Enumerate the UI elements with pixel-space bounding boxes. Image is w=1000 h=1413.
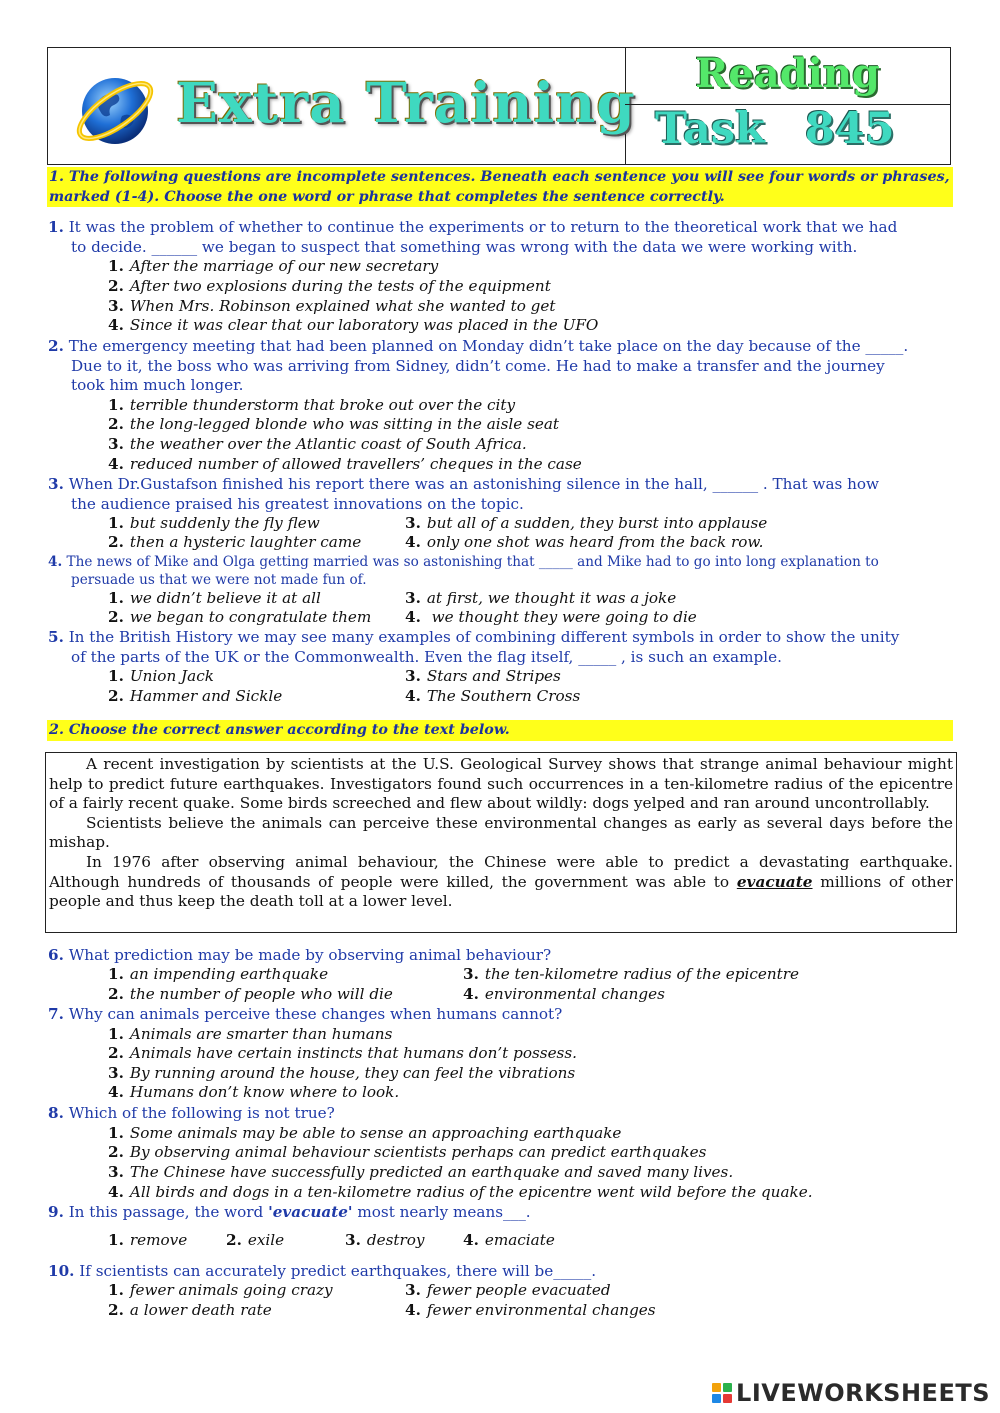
option-q10-2[interactable]	[108, 1301, 272, 1321]
option-q3-3[interactable]	[405, 514, 767, 534]
brand-name: LIVEWORKSHEETS	[736, 1379, 990, 1407]
option-q9-3[interactable]	[345, 1231, 424, 1251]
keyword-evacuate: 'evacuate'	[268, 1203, 353, 1221]
option-number: 2.	[108, 533, 124, 551]
option-q2-1[interactable]	[108, 396, 515, 416]
option-q7-3[interactable]	[108, 1064, 575, 1084]
option-number: 3.	[405, 1281, 421, 1299]
option-number: 4.	[463, 985, 479, 1003]
question-number: 9.	[48, 1203, 64, 1221]
logo-block	[723, 1394, 732, 1403]
option-q10-3[interactable]	[405, 1281, 611, 1301]
passage-paragraph-1: A recent investigation by scientists at the U.S. Geological Survey shows that strange animal behaviour might help to predict future earthquakes. Investigators found such occurrences in a ten-kilometre radius of the epicentre of a fairly recent quake. Some birds screeched and flew about wildly: dogs yelped and ran around uncontrollably.	[49, 755, 953, 813]
question-5	[48, 628, 952, 667]
option-q4-1[interactable]	[108, 589, 321, 609]
globe-icon	[70, 64, 160, 154]
option-text: After the marriage of our new secretary	[129, 257, 439, 275]
option-text: terrible thunderstorm that broke out over the city	[129, 396, 516, 414]
question-text: What prediction may be made by observing animal behaviour?	[68, 946, 552, 964]
option-q3-4[interactable]	[405, 533, 763, 553]
question-number: 6.	[48, 946, 64, 964]
option-number: 4.	[108, 455, 124, 473]
section2-instruction: 2. Choose the correct answer according to the text below.	[47, 720, 953, 741]
option-text: environmental changes	[484, 985, 665, 1003]
option-number: 1.	[108, 1281, 124, 1299]
option-number: 3.	[108, 1064, 124, 1082]
logo-text-training: Training	[365, 70, 636, 135]
option-number: 3.	[108, 435, 124, 453]
option-q9-1[interactable]	[108, 1231, 187, 1251]
keyword-evacuate: evacuate	[736, 872, 813, 891]
option-text: we didn’t believe it at all	[129, 589, 321, 607]
option-q4-3[interactable]	[405, 589, 676, 609]
question-6	[48, 946, 952, 966]
option-q6-3[interactable]	[463, 965, 799, 985]
option-number: 3.	[108, 297, 124, 315]
question-9	[48, 1203, 952, 1223]
task-label	[655, 104, 950, 154]
question-2	[48, 337, 952, 396]
option-number: 2.	[108, 1143, 124, 1161]
option-q2-2[interactable]	[108, 415, 559, 435]
logo-block	[712, 1394, 721, 1403]
option-q10-1[interactable]	[108, 1281, 333, 1301]
question-4	[48, 553, 952, 589]
question-number: 10.	[48, 1262, 75, 1280]
option-text: After two explosions during the tests of the equipment	[129, 277, 551, 295]
option-q1-4[interactable]	[108, 316, 598, 336]
option-text: reduced number of allowed travellers’ cheques in the case	[129, 455, 582, 473]
question-number: 5.	[48, 628, 64, 646]
question-text: When Dr.Gustafson finished his report there was an astonishing silence in the hall, ______ . That was how	[68, 475, 880, 493]
question-text: took him much longer.	[71, 376, 244, 395]
option-q9-2[interactable]	[226, 1231, 284, 1251]
liveworksheets-logo	[712, 1379, 990, 1407]
option-number: 2.	[108, 687, 124, 705]
option-number: 2.	[108, 985, 124, 1003]
option-text: Some animals may be able to sense an approaching earthquake	[129, 1124, 622, 1142]
liveworksheets-icon	[712, 1383, 732, 1403]
option-q7-2[interactable]	[108, 1044, 577, 1064]
option-number: 3.	[463, 965, 479, 983]
option-text: only one shot was heard from the back row.	[426, 533, 764, 551]
option-number: 1.	[108, 514, 124, 532]
option-text: Stars and Stripes	[426, 667, 561, 685]
option-text: emaciate	[484, 1231, 555, 1249]
question-text: The emergency meeting that had been planned on Monday didn’t take place on the day because of the _____.	[68, 337, 909, 355]
question-number: 3.	[48, 475, 64, 493]
question-number: 7.	[48, 1005, 64, 1023]
option-q1-1[interactable]	[108, 257, 438, 277]
question-text: most nearly means___.	[352, 1203, 531, 1221]
option-text: a lower death rate	[129, 1301, 272, 1319]
logo-text-extra: Extra	[176, 70, 366, 135]
question-text: to decide. ______ we began to suspect that something was wrong with the data we were working with.	[71, 237, 858, 256]
option-text: we thought they were going to die	[426, 608, 697, 626]
option-number: 3.	[405, 589, 421, 607]
option-text: Animals are smarter than humans	[129, 1025, 393, 1043]
question-text: In this passage, the word	[68, 1203, 269, 1221]
task-number: 845	[804, 104, 895, 154]
logo-block	[723, 1383, 732, 1392]
option-text: fewer animals going crazy	[129, 1281, 333, 1299]
option-number: 3.	[108, 1163, 124, 1181]
reading-passage	[45, 752, 957, 933]
option-q5-1[interactable]	[108, 667, 214, 687]
question-text: Which of the following is not true?	[68, 1104, 335, 1122]
section1-instruction: 1. The following questions are incomplete sentences. Beneath each sentence you will see four words or phrases, marked (1-4). Choose the one word or phrase that completes the sentence correctly.	[47, 167, 953, 207]
option-q8-1[interactable]	[108, 1124, 621, 1144]
option-q10-4[interactable]	[405, 1301, 656, 1321]
option-q5-3[interactable]	[405, 667, 561, 687]
option-q7-1[interactable]	[108, 1025, 392, 1045]
option-number: 4.	[405, 687, 421, 705]
option-text: the number of people who will die	[129, 985, 393, 1003]
option-q1-3[interactable]	[108, 297, 555, 317]
option-text: When Mrs. Robinson explained what she wanted to get	[129, 297, 556, 315]
option-number: 3.	[345, 1231, 361, 1249]
option-text: but all of a sudden, they burst into applause	[426, 514, 768, 532]
question-text: In the British History we may see many examples of combining different symbols in order to show the unity	[68, 628, 900, 646]
option-text: an impending earthquake	[129, 965, 329, 983]
option-q4-4[interactable]	[405, 608, 697, 628]
option-number: 1.	[108, 1231, 124, 1249]
question-text: of the parts of the UK or the Commonwealth. Even the flag itself, _____ , is such an example.	[71, 647, 782, 666]
option-text: The Chinese have successfully predicted an earthquake and saved many lives.	[129, 1163, 734, 1181]
option-number: 1.	[108, 257, 124, 275]
option-number: 1.	[108, 1025, 124, 1043]
question-text: It was the problem of whether to continue the experiments or to return to the theoretical work that we had	[68, 218, 898, 236]
option-number: 4.	[405, 533, 421, 551]
logo-area	[48, 48, 636, 164]
question-number: 2.	[48, 337, 64, 355]
option-q5-4[interactable]	[405, 687, 580, 707]
question-8	[48, 1104, 952, 1124]
option-text: Animals have certain instincts that humans don’t possess.	[129, 1044, 577, 1062]
option-number: 4.	[405, 608, 421, 626]
question-text: If scientists can accurately predict earthquakes, there will be_____.	[79, 1262, 597, 1280]
passage-text: millions of other people and thus keep the death toll at a lower level.	[49, 872, 953, 911]
option-q2-3[interactable]	[108, 435, 527, 455]
option-text: All birds and dogs in a ten-kilometre radius of the epicentre went wild before the quake.	[129, 1183, 813, 1201]
option-text: Hammer and Sickle	[129, 687, 283, 705]
passage-paragraph-3	[49, 853, 953, 912]
option-number: 4.	[463, 1231, 479, 1249]
question-number: 4.	[48, 554, 63, 570]
question-7	[48, 1005, 952, 1025]
option-number: 1.	[108, 396, 124, 414]
option-number: 1.	[108, 589, 124, 607]
option-q8-2[interactable]	[108, 1143, 706, 1163]
option-number: 2.	[108, 415, 124, 433]
option-q6-1[interactable]	[108, 965, 328, 985]
option-number: 4.	[108, 1183, 124, 1201]
question-text: Why can animals perceive these changes when humans cannot?	[68, 1005, 563, 1023]
option-number: 4.	[405, 1301, 421, 1319]
option-number: 3.	[405, 514, 421, 532]
header-box	[47, 47, 951, 165]
option-q6-2[interactable]	[108, 985, 393, 1005]
option-q4-2[interactable]	[108, 608, 371, 628]
option-text: we began to congratulate them	[129, 608, 372, 626]
option-number: 2.	[108, 277, 124, 295]
option-number: 1.	[108, 965, 124, 983]
option-text: By observing animal behaviour scientists perhaps can predict earthquakes	[129, 1143, 707, 1161]
extra-training-logo	[176, 70, 636, 135]
question-text: The news of Mike and Olga getting married was so astonishing that _____ and Mike had to go into long explanation to	[66, 554, 879, 570]
option-q8-3[interactable]	[108, 1163, 733, 1183]
option-q9-4[interactable]	[463, 1231, 555, 1251]
task-cell	[625, 104, 950, 164]
option-number: 3.	[405, 667, 421, 685]
option-text: fewer people evacuated	[426, 1281, 611, 1299]
option-text: Union Jack	[129, 667, 214, 685]
logo-block	[712, 1383, 721, 1392]
option-q5-2[interactable]	[108, 687, 282, 707]
option-q3-2[interactable]	[108, 533, 361, 553]
option-number: 1.	[108, 1124, 124, 1142]
option-text: but suddenly the fly flew	[129, 514, 320, 532]
option-q2-4[interactable]	[108, 455, 582, 475]
question-number: 8.	[48, 1104, 64, 1122]
reading-label: Reading	[695, 50, 880, 97]
option-text: the ten-kilometre radius of the epicentre	[484, 965, 799, 983]
option-number: 2.	[226, 1231, 242, 1249]
question-number: 1.	[48, 218, 64, 236]
passage-text: In 1976 after observing animal behaviour, the Chinese were able to predict a devastating earthquake. Although hundreds of thousands of people were killed, the government was able to	[49, 852, 953, 891]
option-text: fewer environmental changes	[426, 1301, 656, 1319]
question-text: persuade us that we were not made fun of.	[71, 572, 367, 588]
option-number: 2.	[108, 1044, 124, 1062]
question-1	[48, 218, 952, 257]
option-q1-2[interactable]	[108, 277, 551, 297]
question-3	[48, 475, 952, 514]
option-number: 1.	[108, 667, 124, 685]
option-number: 2.	[108, 1301, 124, 1319]
option-q6-4[interactable]	[463, 985, 665, 1005]
option-q3-1[interactable]	[108, 514, 320, 534]
passage-paragraph-2: Scientists believe the animals can perceive these environmental changes as early as several days before the mishap.	[49, 813, 953, 852]
option-text: then a hysteric laughter came	[129, 533, 362, 551]
option-text: the long-legged blonde who was sitting in the aisle seat	[129, 415, 560, 433]
task-word: Task	[655, 104, 765, 154]
option-text: Humans don’t know where to look.	[129, 1083, 400, 1101]
option-q7-4[interactable]	[108, 1083, 399, 1103]
question-text: Due to it, the boss who was arriving from Sidney, didn’t come. He had to make a transfer and the journey	[71, 356, 885, 375]
question-text: the audience praised his greatest innovations on the topic.	[71, 494, 524, 513]
option-text: remove	[129, 1231, 188, 1249]
option-number: 4.	[108, 1083, 124, 1101]
option-text: exile	[247, 1231, 285, 1249]
option-text: at first, we thought it was a joke	[426, 589, 677, 607]
reading-cell	[625, 48, 950, 105]
option-text: destroy	[366, 1231, 425, 1249]
option-q8-4[interactable]	[108, 1183, 813, 1203]
question-10	[48, 1262, 952, 1282]
option-text: Since it was clear that our laboratory was placed in the UFO	[129, 316, 599, 334]
option-text: By running around the house, they can feel the vibrations	[129, 1064, 576, 1082]
option-text: The Southern Cross	[426, 687, 581, 705]
option-number: 4.	[108, 316, 124, 334]
option-number: 2.	[108, 608, 124, 626]
option-text: the weather over the Atlantic coast of South Africa.	[129, 435, 527, 453]
